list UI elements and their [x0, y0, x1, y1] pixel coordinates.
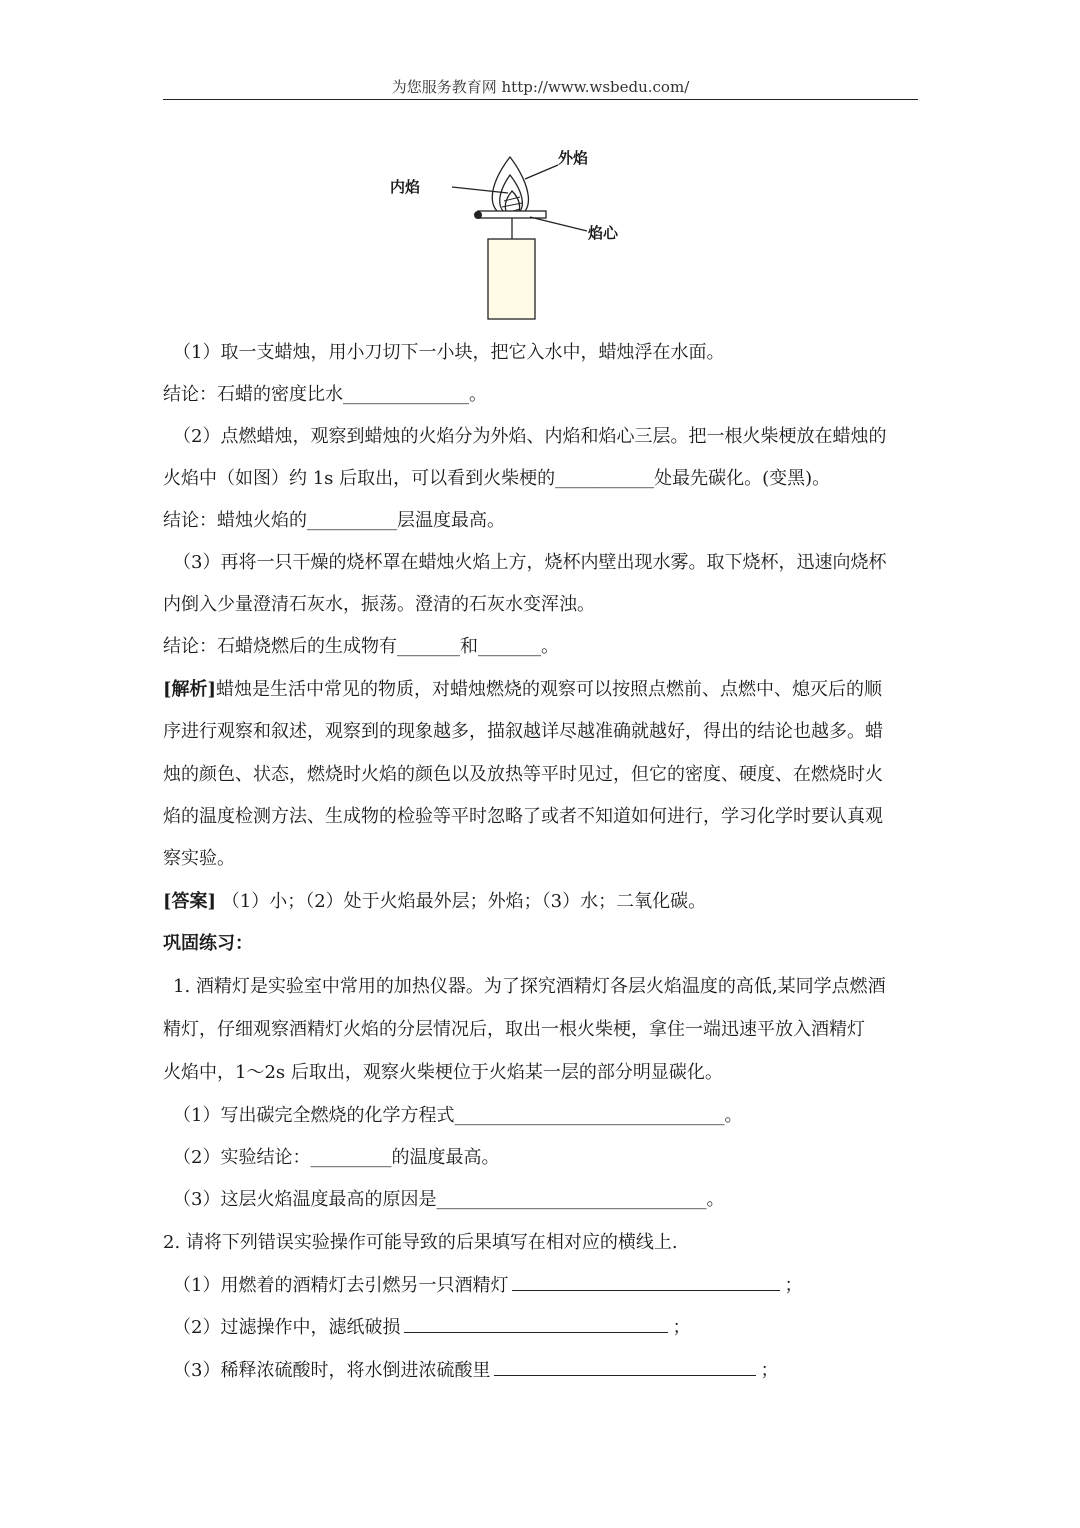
question-text: （3）稀释浓硫酸时，将水倒进浓硫酸里: [173, 1360, 491, 1381]
text-line: （2）点燃蜡烛，观察到蜡烛的火焰分为外焰、内焰和焰心三层。把一根火柴梗放在蜡烛的: [173, 426, 887, 447]
question-line: 1. 酒精灯是实验室中常用的加热仪器。为了探究酒精灯各层火焰温度的高低,某同学点燃酒: [173, 976, 886, 997]
question-line: 2. 请将下列错误实验操作可能导致的后果填写在相对应的横线上.: [163, 1232, 678, 1253]
candle-body: [488, 239, 535, 319]
analysis-line: [163, 678, 923, 702]
page-header: 为您服务教育网 http://www.wsbedu.com/: [391, 78, 690, 96]
text-line: 结论：石蜡的密度比水______________。: [163, 384, 487, 405]
text-line: 内倒入少量澄清石灰水，振荡。澄清的石灰水变浑浊。: [163, 594, 595, 615]
outer-flame-label: 外焰: [558, 149, 589, 167]
candle-flame-diagram: [380, 135, 640, 325]
question-line: [163, 1274, 933, 1298]
analysis-line: 烛的颜色、状态，燃烧时火焰的颜色以及放热等平时见过，但它的密度、硬度、在燃烧时火: [163, 764, 883, 785]
answer-line: [163, 890, 923, 914]
matchstick: [478, 211, 546, 218]
inner-flame-label: 内焰: [390, 178, 421, 196]
question-text: （1）用燃着的酒精灯去引燃另一只酒精灯: [173, 1275, 509, 1296]
semicolon: ；: [784, 1275, 803, 1296]
semicolon: ；: [672, 1317, 691, 1338]
flame-core-label: 焰心: [588, 224, 619, 242]
text-line: （3）再将一只干燥的烧杯罩在蜡烛火焰上方，烧杯内壁出现水雾。取下烧杯，迅速向烧杯: [173, 552, 887, 573]
semicolon: ；: [760, 1360, 779, 1381]
answer-tag: [答案]: [163, 891, 217, 912]
question-line: [163, 1359, 933, 1383]
practice-title: 巩固练习：: [163, 933, 253, 954]
analysis-line: 序进行观察和叙述，观察到的现象越多，描叙越详尽越准确就越好，得出的结论也越多。蜡: [163, 721, 883, 742]
text-line: （1）取一支蜡烛，用小刀切下一小块，把它入水中，蜡烛浮在水面。: [173, 342, 725, 363]
analysis-tag: [解析]: [163, 679, 217, 700]
question-line: （1）写出碳完全燃烧的化学方程式______________________________。: [173, 1105, 743, 1126]
text-line: 火焰中（如图）约 1s 后取出，可以看到火柴梗的___________处最先碳化。(变黑)。: [163, 468, 831, 489]
answer-text: （1）小；（2）处于火焰最外层；外焰；（3）水；二氧化碳。: [221, 891, 707, 912]
question-line: 精灯，仔细观察酒精灯火焰的分层情况后，取出一根火柴梗，拿住一端迅速平放入酒精灯: [163, 1019, 865, 1040]
question-line: （3）这层火焰温度最高的原因是______________________________。: [173, 1189, 725, 1210]
text-line: 结论：蜡烛火焰的__________层温度最高。: [163, 510, 505, 531]
outer-flame-shape: [492, 157, 528, 217]
text-line: 结论：石蜡烧燃后的生成物有_______和_______。: [163, 636, 559, 657]
analysis-line: 焰的温度检测方法、生成物的检验等平时忽略了或者不知道如何进行，学习化学时要认真观: [163, 806, 883, 827]
answer-blank: [494, 1359, 756, 1376]
header-divider: [163, 99, 918, 100]
answer-blank: [512, 1274, 780, 1291]
analysis-line: 察实验。: [163, 848, 235, 869]
question-line: [163, 1316, 933, 1340]
analysis-text: 蜡烛是生活中常见的物质，对蜡烛燃烧的观察可以按照点燃前、点燃中、熄灭后的顺: [216, 679, 883, 700]
question-text: （2）过滤操作中，滤纸破损: [173, 1317, 401, 1338]
match-head: [474, 211, 482, 219]
question-line: 火焰中，1～2s 后取出，观察火柴梗位于火焰某一层的部分明显碳化。: [163, 1062, 723, 1083]
question-line: （2）实验结论：_________的温度最高。: [173, 1147, 500, 1168]
answer-blank: [404, 1316, 668, 1333]
